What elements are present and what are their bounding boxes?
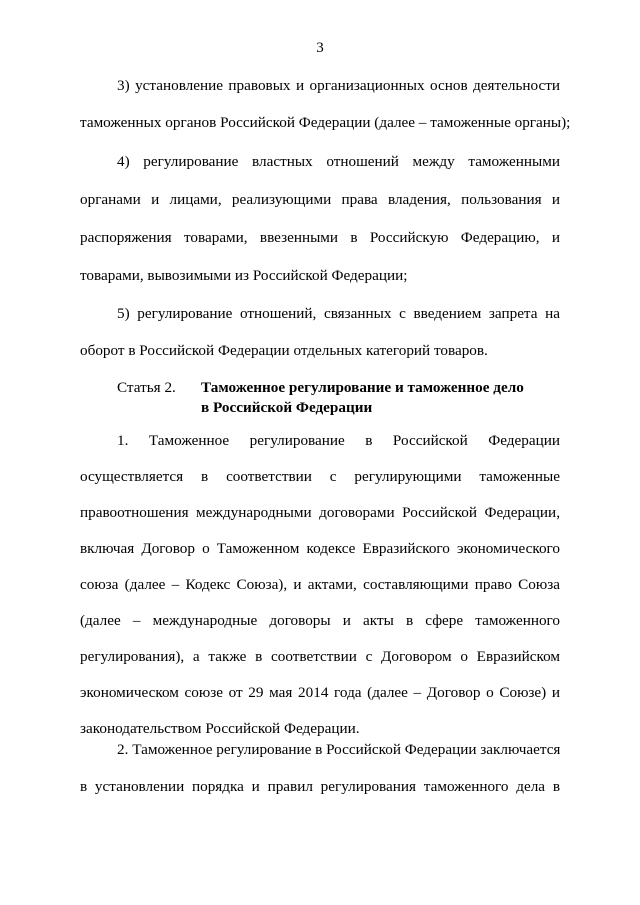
- text-line: (далее – международные договоры и акты в сфере таможенного: [80, 612, 560, 629]
- text-line: распоряжения товарами, ввезенными в Российскую Федерацию, и: [80, 229, 560, 246]
- text-line: 1. Таможенное регулирование в Российской Федерации: [117, 432, 560, 449]
- text-line: 5) регулирование отношений, связанных с введением запрета на: [117, 305, 560, 322]
- text-line: регулирования), а также в соответствии с Договором о Евразийском: [80, 648, 560, 665]
- article-label: Статья 2.: [117, 379, 176, 396]
- text-line: товарами, вывозимыми из Российской Федерации;: [80, 267, 408, 284]
- text-line: 2. Таможенное регулирование в Российской Федерации заключается: [117, 741, 561, 758]
- text-line: законодательством Российской Федерации.: [80, 720, 360, 737]
- text-line: осуществляется в соответствии с регулирующими таможенные: [80, 468, 560, 485]
- text-line: оборот в Российской Федерации отдельных категорий товаров.: [80, 342, 488, 359]
- text-line: в установлении порядка и правил регулирования таможенного дела в: [80, 778, 560, 795]
- text-line: правоотношения международными договорами Российской Федерации,: [80, 504, 560, 521]
- text-line: 3) установление правовых и организационных основ деятельности: [117, 77, 560, 94]
- article-title-line: Таможенное регулирование и таможенное дело: [201, 379, 524, 396]
- text-line: включая Договор о Таможенном кодексе Евразийского экономического: [80, 540, 560, 557]
- article-title: [201, 378, 541, 418]
- text-line: таможенных органов Российской Федерации (далее – таможенные органы);: [80, 114, 571, 131]
- text-line: экономическом союзе от 29 мая 2014 года (далее – Договор о Союзе) и: [80, 684, 560, 701]
- text-line: 4) регулирование властных отношений между таможенными: [117, 153, 560, 170]
- text-line: союза (далее – Кодекс Союза), и актами, составляющими право Союза: [80, 576, 560, 593]
- article-title-line: в Российской Федерации: [201, 399, 373, 416]
- page-number: 3: [316, 40, 324, 56]
- text-line: органами и лицами, реализующими права владения, пользования и: [80, 191, 560, 208]
